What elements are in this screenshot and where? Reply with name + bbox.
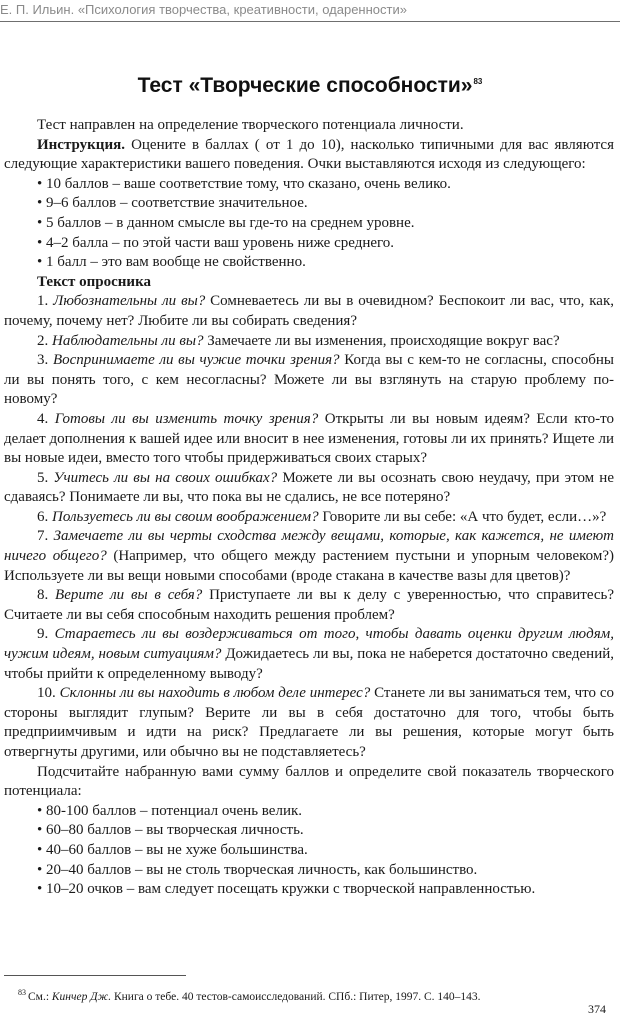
result-item: • 80-100 баллов – потенциал очень велик. (37, 802, 303, 819)
page-title (0, 74, 620, 98)
question-text: Пользуетесь ли вы своим воображением? (52, 508, 319, 525)
footnote-mark: 83 (18, 988, 26, 997)
question-number: 5. (37, 469, 54, 486)
question-detail: Когда вы с кем-то не согласны, способны ли вы понять того, с кем несогласны? Можете ли вы взглянуть на старую проблему по-новому? (4, 352, 615, 408)
question-text: Воспринимаете ли вы чужие точки зрения? (52, 352, 340, 369)
question-item (4, 351, 614, 410)
running-header: Е. П. Ильин. «Психология творчества, креативности, одаренности» (0, 2, 407, 17)
question-number: 7. (37, 528, 54, 545)
instruction-label: Инструкция. (37, 136, 125, 153)
footnote-divider (4, 975, 186, 976)
instruction-text: Оцените в баллах ( от 1 до 10), насколько типичными для вас являются следующие характеристики вашего поведения. Очки выставляются исходя из следующего: (4, 136, 614, 173)
question-text: Учитесь ли вы на своих ошибках? (53, 469, 278, 486)
scale-item: • 9–6 баллов – соответствие значительное. (37, 195, 308, 212)
result-item: • 60–80 баллов – вы творческая личность. (37, 822, 304, 839)
question-number: 2. (37, 332, 52, 349)
question-text: Стараетесь ли вы воздерживаться от того, чтобы давать оценки другим людям, чужим идеям, новым ситуациям? (4, 626, 614, 663)
question-text: Любознательны ли вы? (53, 293, 206, 310)
question-item (4, 684, 614, 762)
question-detail: Замечаете ли вы изменения, происходящие вокруг вас? (203, 332, 560, 349)
scale-item: • 4–2 балла – по этой части ваш уровень ниже среднего. (37, 234, 395, 251)
scale-item: • 5 баллов – в данном смысле вы где-то на среднем уровне. (37, 214, 415, 231)
question-detail: Можете ли вы осознать свою неудачу, при этом не сдаваясь? Понимаете ли вы, что пока вы не сдались, не все потеряно? (4, 469, 614, 506)
question-text: Наблюдательны ли вы? (52, 332, 204, 349)
question-text: Готовы ли вы изменить точку зрения? (54, 410, 319, 427)
body-text (4, 116, 614, 900)
question-detail: (Например, что общего между растением пустыни и упорным человеком?) Используете ли вы вещи новыми способами (вроде стакана в качестве вазы для цветов)? (4, 548, 614, 584)
result-item: • 40–60 баллов – вы не хуже большинства. (37, 841, 308, 858)
instruction-paragraph (4, 136, 614, 175)
header-divider (0, 21, 620, 22)
question-item (4, 292, 614, 331)
question-number: 4. (37, 410, 55, 427)
question-item (4, 410, 614, 469)
question-number: 8. (37, 587, 56, 604)
intro-paragraph: Тест направлен на определение творческого потенциала личности. (37, 117, 464, 133)
question-detail: Приступаете ли вы к делу с уверенностью, что справитесь? Считаете ли вы себя способным находить решения проблем? (4, 587, 615, 623)
question-detail: Сомневаетесь ли вы в очевидном? Беспокоит ли вас, что, как, почему, почему нет? Любите ли вы собирать сведения? (4, 293, 614, 329)
question-text: Замечаете ли вы черты сходства между вещами, которые, как кажется, не имеют ничего общего? (4, 528, 615, 565)
question-item (4, 469, 614, 508)
questionnaire-heading: Текст опросника (37, 273, 151, 290)
footnote (4, 986, 604, 1004)
question-detail: Дожидаетесь ли вы, пока не наберется достаточно сведений, чтобы прийти к определенному выводу? (4, 646, 614, 682)
question-item (4, 508, 614, 528)
title-footnote-ref: 83 (473, 77, 483, 86)
question-number: 6. (37, 508, 52, 525)
scoring-paragraph: Подсчитайте набранную вами сумму баллов и определите свой показатель творческого потенциала: (4, 763, 614, 800)
question-detail: Говорите ли вы себе: «А что будет, если…»? (318, 508, 607, 525)
question-item (4, 625, 614, 684)
question-item (4, 332, 614, 352)
footnote-author: Кинчер Дж. (51, 990, 112, 1003)
question-text: Верите ли вы в себя? (55, 587, 203, 604)
scale-item: • 1 балл – это вам вообще не свойственно. (37, 254, 306, 271)
question-number: 10. (37, 685, 60, 702)
question-item (4, 527, 614, 586)
question-detail: Открыты ли вы новым идеям? Если кто-то делает дополнения к вашей идее или вносит в нее изменения, готовы ли их принять? Ищете ли вы новые идеи, вместо того чтобы придерживаться своих старых? (4, 410, 614, 467)
result-item: • 20–40 баллов – вы не столь творческая личность, как большинство. (37, 861, 478, 878)
question-text: Склонны ли вы находить в любом деле интерес? (59, 685, 371, 702)
footnote-prefix: См.: (28, 990, 52, 1003)
question-number: 9. (37, 626, 55, 643)
page-number: 374 (588, 1002, 606, 1016)
question-number: 1. (37, 293, 54, 310)
question-item (4, 586, 614, 625)
question-number: 3. (37, 352, 53, 369)
title-text: Тест «Творческие способности» (137, 74, 473, 97)
scale-item: • 10 баллов – ваше соответствие тому, что сказано, очень велико. (37, 175, 451, 192)
result-item: • 10–20 очков – вам следует посещать кружки с творческой направленностью. (37, 881, 536, 898)
question-detail: Станете ли вы заниматься тем, что со стороны выглядит глупым? Верите ли вы в себя достаточно для того, чтобы быть предприимчивым и идти на риск? Предлагаете ли вы решения, которые могут быть отвергнуты другими, или обычно вы не подставляетесь? (4, 685, 615, 760)
footnote-text: Книга о тебе. 40 тестов-самоисследований. СПб.: Питер, 1997. С. 140–143. (111, 990, 481, 1003)
